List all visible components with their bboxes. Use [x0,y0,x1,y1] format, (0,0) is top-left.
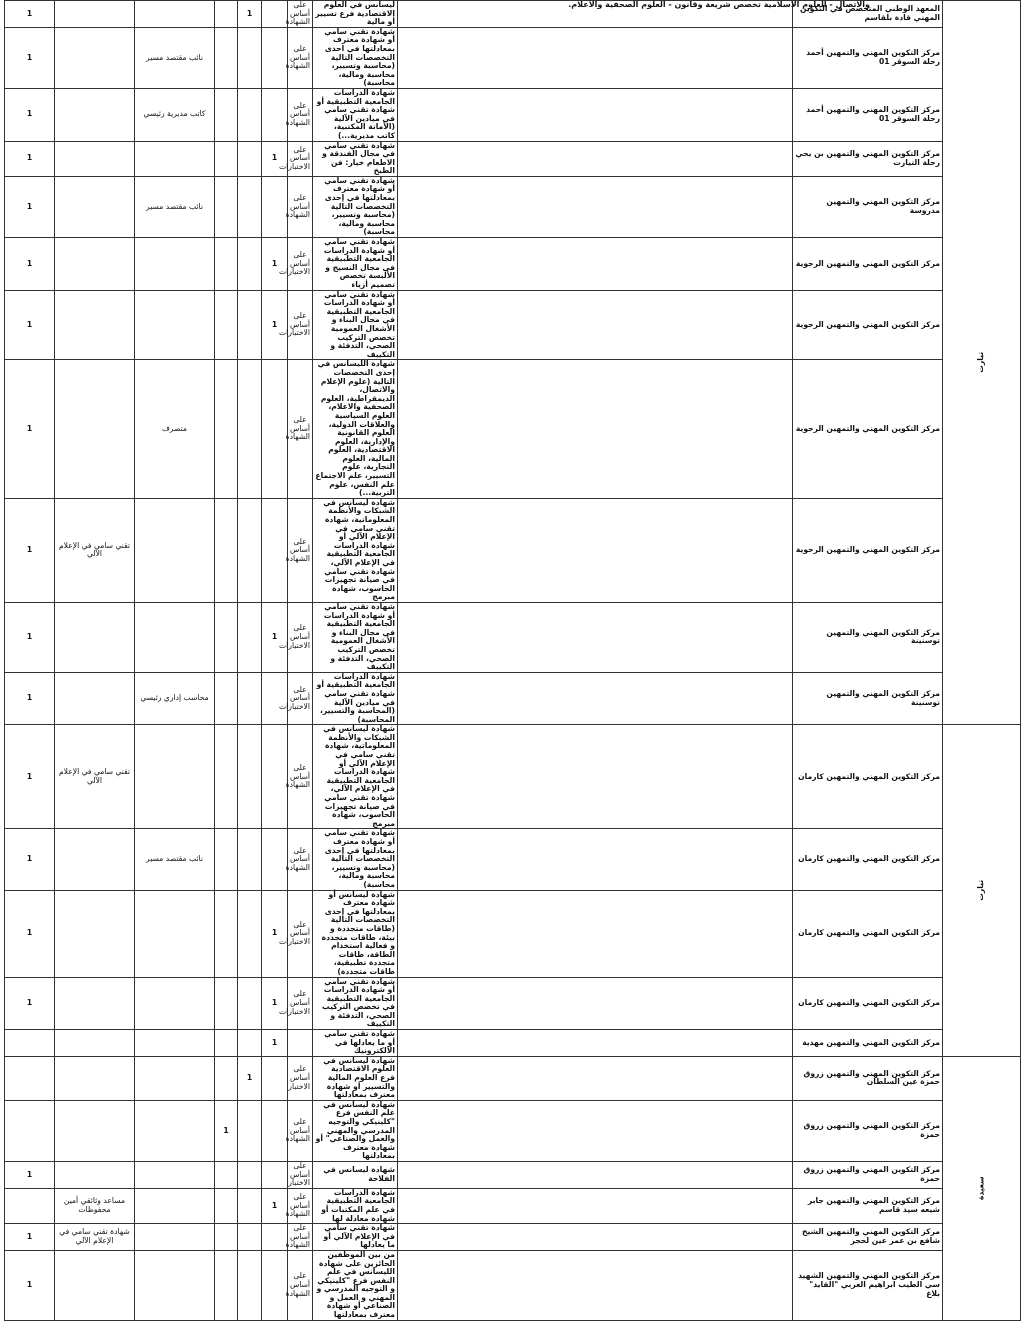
count-cell-2 [215,88,238,141]
table-body [5,1,1021,1321]
institution-cell: المعهد الوطني المتخصص في التكوين المهني قادة بلقاسم [793,1,943,28]
recruitment-mode-cell: على أساس الشهادة [288,88,313,141]
count-cell-3 [238,829,262,890]
institution-cell: مركز التكوين المهني والتمهين كارمان [793,725,943,829]
count-cell-2 [215,141,238,176]
grade-cell-2 [135,1188,215,1223]
blank-cell [398,602,793,672]
count-cell-2 [215,27,238,88]
count-cell-4 [262,1161,288,1188]
count-cell-2 [215,890,238,977]
grade-cell-2 [135,1250,215,1320]
blank-cell [398,360,793,499]
recruitment-mode-cell: على أساس الشهادة [288,1188,313,1223]
grade-cell-2: نائب مقتصد مسير [135,176,215,237]
institution-cell: مركز التكوين المهني والتمهين مدروسة [793,176,943,237]
grade-cell-2 [135,1100,215,1161]
recruitment-mode-cell: على أساس الاختبارات [288,672,313,725]
recruitment-mode-cell: على أساس الشهادة [288,725,313,829]
count-cell-4 [262,88,288,141]
table-row [5,1188,1021,1223]
qualification-cell: شهادة الدراسات الجامعية التطبيقية أو شهادة تقني سامي في ميادين الآلية (الأمانة المكتبية، كاتب مديرية...) [313,88,398,141]
count-cell-3: 1 [238,1,262,28]
grade-cell [55,27,135,88]
recruitment-mode-cell [288,1030,313,1057]
qualification-cell: شهادة ليسانس في الفلاحة [313,1161,398,1188]
count-cell-3 [238,88,262,141]
count-cell-3 [238,498,262,602]
document-page [4,0,1020,1320]
grade-cell-2 [135,602,215,672]
count-cell-4 [262,1056,288,1100]
count-cell-2 [215,1161,238,1188]
count-cell-4: 1 [262,890,288,977]
grade-cell [55,238,135,291]
grade-cell [55,1250,135,1320]
count-cell-2 [215,238,238,291]
table-row [5,1100,1021,1161]
count-cell [5,1188,55,1223]
grade-cell-2 [135,977,215,1030]
grade-cell [55,977,135,1030]
grade-cell [55,1056,135,1100]
grade-cell-2 [135,725,215,829]
count-cell-4: 1 [262,1030,288,1057]
grade-cell-2 [135,1056,215,1100]
count-cell-3 [238,1161,262,1188]
grade-cell-2: كاتب مديرية رئيسي [135,88,215,141]
institution-cell: مركز التكوين المهني والتمهين توسنينة [793,602,943,672]
qualification-cell: شهادة تقني سامي أو شهادة الدراسات الجامعية التطبيقية في مجال البناء و الأشغال العمومية تخصص التركيب الصحي، التدفئة و التكييف [313,290,398,360]
qualification-cell: شهادة تقني سامي أو شهادة الدراسات الجامعية التطبيقية في تخصص التركيب الصحي، التدفئة و التكييف [313,977,398,1030]
count-cell: 1 [5,238,55,291]
institution-cell: مركز التكوين المهني والتمهين جابر شيعه سيد قاسم [793,1188,943,1223]
count-cell-4 [262,1100,288,1161]
institution-cell: مركز التكوين المهني والتمهين زروق حمزة [793,1161,943,1188]
blank-cell [398,498,793,602]
grade-cell [55,290,135,360]
grade-cell-2 [135,141,215,176]
qualification-cell: شهادة الدراسات الجامعية التطبيقية أو شهادة تقني سامي في ميادين الآلية (المحاسبة والتسيير، المحاسبة) [313,672,398,725]
recruitment-mode-cell: على أساس الشهادة [288,1224,313,1251]
count-cell-2 [215,360,238,499]
count-cell-3 [238,602,262,672]
table-row [5,27,1021,88]
table-row [5,672,1021,725]
table-row [5,141,1021,176]
qualification-cell: شهادة تقني سامي في مجال الفندقة و الاطعام خيار: فن الطبخ [313,141,398,176]
count-cell-4: 1 [262,1188,288,1223]
grade-cell [55,141,135,176]
grade-cell [55,890,135,977]
count-cell-2 [215,602,238,672]
wilaya-cell-top [943,1,1021,725]
grade-cell-2 [135,498,215,602]
count-cell-2 [215,1188,238,1223]
institution-cell: مركز التكوين المهني والتمهين الرحوية [793,498,943,602]
count-cell-4 [262,725,288,829]
blank-cell [398,1100,793,1161]
institution-cell: مركز التكوين المهني والتمهين الرحوية [793,290,943,360]
qualification-cell: شهادة الدراسات الجامعية التطبيقية في علم المكتبات أو شهادة معادلة لها [313,1188,398,1223]
recruitment-mode-cell: على أساس الاختبار [288,1161,313,1188]
qualification-cell: شهادة تقني سامي أو شهادة الدراسات الجامعية التطبيقية في مجال البناء و الأشغال العمومية تخصص التركيب الصحي، التدفئة و التكييف [313,602,398,672]
table-row [5,977,1021,1030]
institution-cell: مركز التكوين المهني والتمهين كارمان [793,829,943,890]
grade-cell-2: متصرف [135,360,215,499]
count-cell-3 [238,1250,262,1320]
recruitment-mode-cell: على أساس الاختبارات [288,977,313,1030]
qualification-cell: شهادة تقني سامي في الإعلام الآلي أو ما يعادلها [313,1224,398,1251]
table-row [5,602,1021,672]
count-cell-2 [215,725,238,829]
institution-cell: مركز التكوين المهني والتمهين أحمد رحلة السوقر 01 [793,27,943,88]
qualification-cell: شهادة تقني سامي أو شهادة معترف بمعادلتها في إحدى التخصصات التالية (محاسبة وتسيير، محاسبة ومالية، محاسبة) [313,176,398,237]
grade-cell [55,1,135,28]
blank-cell [398,1161,793,1188]
recruitment-mode-cell: على أساس الشهادة [288,1,313,28]
count-cell [5,1056,55,1100]
count-cell: 1 [5,725,55,829]
institution-cell: مركز التكوين المهني والتمهين كارمان [793,890,943,977]
recruitment-mode-cell: على أساس الشهادة [288,176,313,237]
count-cell-4 [262,498,288,602]
count-cell-2 [215,1030,238,1057]
count-cell-3 [238,725,262,829]
grade-cell [55,829,135,890]
grade-cell: مساعد وثائقي أمين محفوظات [55,1188,135,1223]
count-cell: 1 [5,1224,55,1251]
recruitment-mode-cell: على أساس الاختبارات [288,602,313,672]
count-cell-2 [215,290,238,360]
blank-cell [398,725,793,829]
blank-cell [398,176,793,237]
count-cell-4: 1 [262,141,288,176]
blank-cell [398,1224,793,1251]
count-cell-3 [238,238,262,291]
count-cell: 1 [5,88,55,141]
count-cell: 1 [5,829,55,890]
institution-cell: مركز التكوين المهني والتمهين بن يحي رحلة التيارت [793,141,943,176]
recruitment-mode-cell: على أساس الشهادة [288,360,313,499]
institution-cell: مركز التكوين المهني والتمهين كارمان [793,977,943,1030]
institution-cell: مركز التكوين المهني والتمهين الشهيد سي الطيب ابراهيم العربي "القايد" بلاغ [793,1250,943,1320]
wilaya-label: تيارت [976,352,986,374]
count-cell-3 [238,977,262,1030]
table-row [5,1030,1021,1057]
count-cell-2 [215,829,238,890]
count-cell-4 [262,1224,288,1251]
table-row [5,1224,1021,1251]
count-cell [5,1100,55,1161]
table-row [5,1250,1021,1320]
table-row [5,498,1021,602]
grade-cell [55,1100,135,1161]
recruitment-mode-cell: على أساس الشهادة [288,498,313,602]
header-line: والاتصال - العلوم الاسلامية تخصص شريعة وقانون - العلوم الصحفية والاعلام. [568,0,870,9]
grade-cell: تقني سامي في الإعلام الآلي [55,725,135,829]
recruitment-mode-cell: على أساس الشهادة [288,1250,313,1320]
grade-cell-2 [135,1161,215,1188]
count-cell-3 [238,360,262,499]
count-cell-4: 1 [262,238,288,291]
grade-cell: تقني سامي في الإعلام الآلي [55,498,135,602]
grade-cell [55,672,135,725]
wilaya-cell-bottom [943,1056,1021,1320]
qualification-cell: شهادة تقني سامي أو شهادة معترف بمعادلتها في احدى التخصصات التالية (محاسبة وتسيير، محاسبة ومالية، محاسبة) [313,27,398,88]
count-cell: 1 [5,1,55,28]
count-cell: 1 [5,360,55,499]
count-cell-4 [262,360,288,499]
grade-cell-2 [135,1,215,28]
institution-cell: مركز التكوين المهني والتمهين مهدية [793,1030,943,1057]
recruitment-mode-cell: على أساس الشهادة [288,829,313,890]
institution-cell: مركز التكوين المهني والتمهين الرحوية [793,238,943,291]
table-row [5,290,1021,360]
qualification-cell: شهادة ليسانس أو شهادة معترف بمعادلتها في إحدى التخصصات التالية (طاقات متجددة و بيئة، طاقات متجددة و فعالية استخدام الطاقة، طاقات متجددة تطبيقية، طاقات متجددة) [313,890,398,977]
count-cell-2 [215,977,238,1030]
count-cell-3 [238,290,262,360]
count-cell-4 [262,27,288,88]
count-cell-3 [238,890,262,977]
count-cell-3 [238,141,262,176]
count-cell: 1 [5,141,55,176]
count-cell-2 [215,1056,238,1100]
count-cell-3 [238,176,262,237]
grade-cell-2 [135,1224,215,1251]
recruitment-mode-cell: على أساس الاختبارات [288,890,313,977]
count-cell-4: 1 [262,977,288,1030]
institution-cell: مركز التكوين المهني والتمهين زروق حمزة [793,1100,943,1161]
count-cell-3 [238,1188,262,1223]
count-cell-4 [262,672,288,725]
count-cell-4 [262,176,288,237]
count-cell: 1 [5,498,55,602]
count-cell-3 [238,1224,262,1251]
grade-cell-2: نائب مقتصد مسير [135,829,215,890]
blank-cell [398,238,793,291]
grade-cell [55,1161,135,1188]
qualification-cell: شهادة الليسانس في إحدى التخصصات التالية (علوم الإعلام والاتصال، الديمقراطية، العلوم الصحفية والاعلام، العلوم السياسية والعلاقات الدولية، العلوم القانونية والإدارية، العلوم الاقتصادية، العلوم المالية، العلوم التجارية، علوم التسيير، علم الاجتماع علم النفس، علوم التربية...) [313,360,398,499]
qualification-cell: ليسانس في العلوم الاقتصادية فرع تسيير أو مالية [313,1,398,28]
qualification-cell: شهادة تقني سامي أو شهادة الدراسات الجامعية التطبيقية في مجال النسيج و الألبسة تخصص تصميم أزياء [313,238,398,291]
table-row [5,88,1021,141]
table-row [5,829,1021,890]
count-cell: 1 [5,1161,55,1188]
recruitment-mode-cell: على أساس الشهادة [288,1100,313,1161]
count-cell: 1 [5,1250,55,1320]
table-row [5,1161,1021,1188]
count-cell-4: 1 [262,602,288,672]
blank-cell [398,1188,793,1223]
count-cell: 1 [5,27,55,88]
count-cell-3 [238,1030,262,1057]
count-cell-4 [262,1,288,28]
count-cell-4 [262,829,288,890]
qualification-cell: شهادة ليسانس في علم النفس فرع "كلينيكي والتوجيه المدرسي والمهني والعمل والصناعي" أو شهادة معترف بمعادلتها [313,1100,398,1161]
count-cell: 1 [5,977,55,1030]
blank-cell [398,27,793,88]
table-row [5,1056,1021,1100]
count-cell-2 [215,1224,238,1251]
blank-cell [398,1250,793,1320]
grade-cell-2 [135,290,215,360]
recruitment-mode-cell: على أساس الاختبارات [288,141,313,176]
blank-cell [398,1056,793,1100]
table-row [5,238,1021,291]
count-cell-3: 1 [238,1056,262,1100]
grade-cell [55,1030,135,1057]
count-cell-2 [215,176,238,237]
count-cell-3 [238,672,262,725]
institution-cell: مركز التكوين المهني والتمهين الرحوية [793,360,943,499]
count-cell-4 [262,1250,288,1320]
blank-cell [398,890,793,977]
institution-cell: مركز التكوين المهني والتمهين الشيخ شافع بن عمر عين لحجر [793,1224,943,1251]
qualification-cell: شهادة ليسانس في الشبكات والأنظمة المعلوماتية، شهادة تقني سامي في الإعلام الآلي أو شهادة الدراسات الجامعية التطبيقية في الإعلام الآلي، شهادة تقني سامي في صيانة تجهيزات الحاسوب، شهادة مبرمج [313,725,398,829]
blank-cell [398,672,793,725]
blank-cell [398,977,793,1030]
count-cell-2 [215,1250,238,1320]
count-cell: 1 [5,176,55,237]
qualification-cell: من بين الموظفين الحائزين على شهادة الليسانس في علم النفس فرع "كلينيكي و التوجيه المدرسي و المهني و العمل و الصناعي أو شهادة معترف بمعادلتها [313,1250,398,1320]
institution-cell: مركز التكوين المهني والتمهين توسنينة [793,672,943,725]
grade-cell-2: محاسب إداري رئيسي [135,672,215,725]
qualification-cell: شهادة تقني سامي أو شهادة معترف بمعادلتها في إحدى التخصصات التالية (محاسبة وتسيير، محاسبة ومالية، محاسبة) [313,829,398,890]
grade-cell [55,176,135,237]
institution-cell: مركز التكوين المهني والتمهين أحمد رحلة السوقر 01 [793,88,943,141]
recruitment-mode-cell: على أساس الشهادة [288,27,313,88]
table-row [5,176,1021,237]
qualification-cell: شهادة تقني سامي أو ما يعادلها في الالكترونيك [313,1030,398,1057]
table-row [5,890,1021,977]
grade-cell: شهادة تقني سامي في الإعلام الآلي [55,1224,135,1251]
grade-cell [55,88,135,141]
qualification-cell: شهادة ليسانس في العلوم الاقتصادية فرع العلوم المالية والتسيير أو شهادة معترف بمعادلتها [313,1056,398,1100]
positions-table [4,0,1021,1321]
qualification-cell: شهادة ليسانس في الشبكات والأنظمة المعلوماتية، شهادة تقني سامي في الإعلام الآلي أو شهادة الدراسات الجامعية التطبيقية في الإعلام الآلي، شهادة تقني سامي في صيانة تجهيزات الحاسوب، شهادة مبرمج [313,498,398,602]
recruitment-mode-cell: على أساس الاختبار [288,1056,313,1100]
recruitment-mode-cell: على أساس الاختبارات [288,238,313,291]
count-cell-2: 1 [215,1100,238,1161]
wilaya-label: سعيدة [976,1176,986,1201]
count-cell: 1 [5,602,55,672]
blank-cell [398,88,793,141]
grade-cell-2 [135,890,215,977]
wilaya-label: تيارت [976,880,986,901]
grade-cell-2: نائب مقتصد مسير [135,27,215,88]
count-cell-2 [215,498,238,602]
count-cell-3 [238,27,262,88]
count-cell-3 [238,1100,262,1161]
blank-cell [398,141,793,176]
blank-cell [398,290,793,360]
blank-cell [398,1030,793,1057]
count-cell [5,1030,55,1057]
grade-cell [55,360,135,499]
table-row [5,725,1021,829]
grade-cell-2 [135,1030,215,1057]
grade-cell-2 [135,238,215,291]
wilaya-cell-middle [943,725,1021,1057]
grade-cell [55,602,135,672]
table-row [5,360,1021,499]
count-cell-2 [215,672,238,725]
count-cell-4: 1 [262,290,288,360]
institution-cell: مركز التكوين المهني والتمهين زروق حمزة عين السلطان [793,1056,943,1100]
count-cell: 1 [5,672,55,725]
blank-cell [398,829,793,890]
count-cell: 1 [5,290,55,360]
count-cell: 1 [5,890,55,977]
recruitment-mode-cell: على أساس الاختبارات [288,290,313,360]
count-cell-2 [215,1,238,28]
